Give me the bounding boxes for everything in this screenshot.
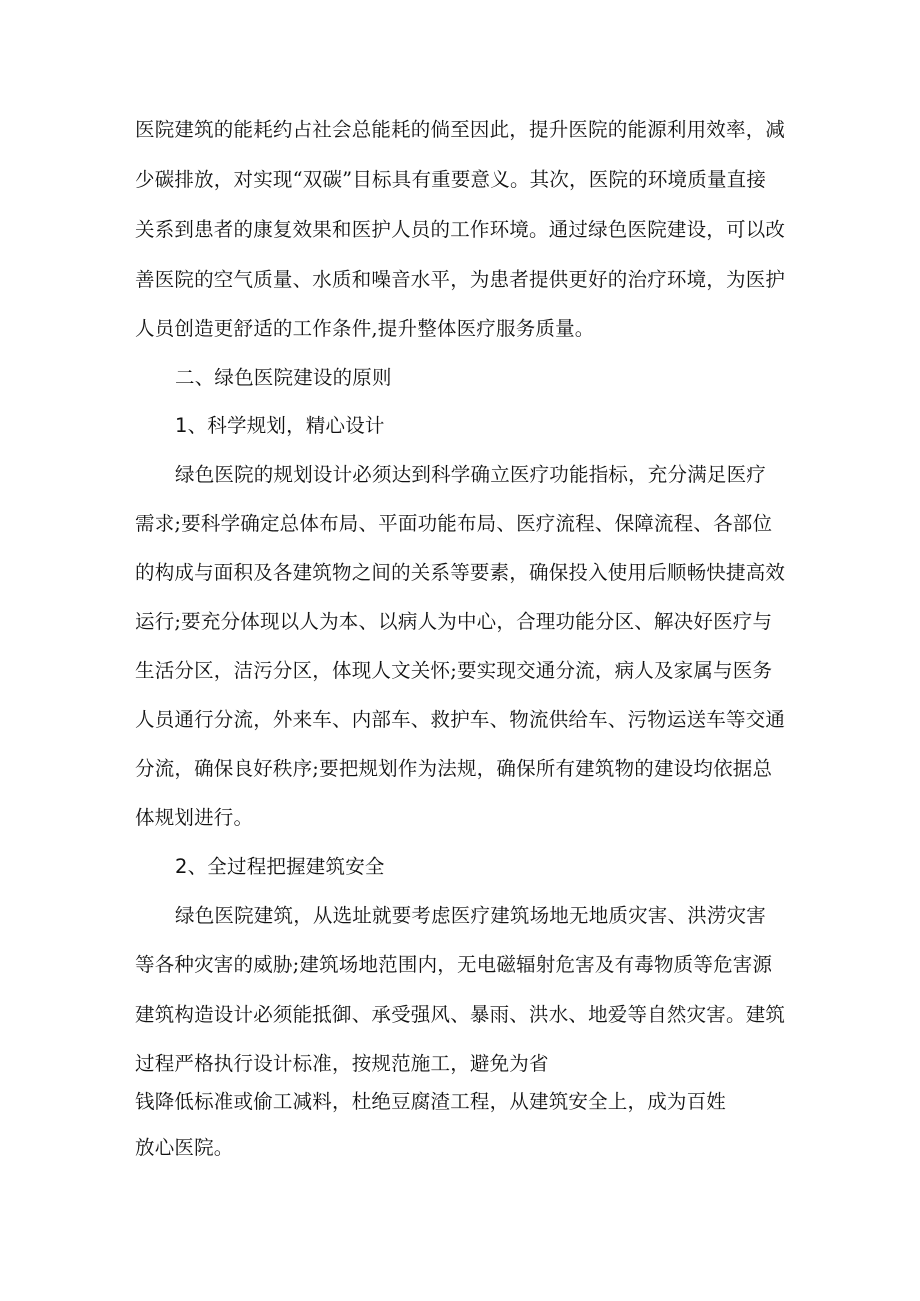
subsection-heading: 1、科学规划，精心设计 [175,414,385,437]
body-text-line: 绿色医院的规划设计必须达到科学确立医疗功能指标，充分满足医疗 [175,463,767,486]
body-text-line: 钱降低标准或偷工减料，杜绝豆腐渣工程，从建筑安全上，成为百姓 [135,1090,727,1113]
body-text-line: 人员通行分流，外来车、内部车、救护车、物流供给车、污物运送车等交通 [135,708,786,731]
body-text-line: 医院建筑的能耗约占社会总能耗的倘至因此，提升医院的能源利用效率，减 [135,118,786,141]
body-text-line: 少碳排放，对实现“双碳”目标具有重要意义。其次，医院的环境质量直接 [135,168,767,191]
body-text-line: 分流，确保良好秩序;要把规划作为法规，确保所有建筑物的建设均依据总 [135,757,773,780]
section-heading: 二、绿色医院建设的原则 [175,366,392,389]
subsection-heading: 2、全过程把握建筑安全 [175,855,385,878]
body-text-line: 等各种灾害的威胁;建筑场地范围内，无电磁辐射危害及有毒物质等危害源 [135,953,773,976]
body-text-line: 关系到患者的康复效果和医护人员的工作环境。通过绿色医院建设，可以改 [135,218,786,241]
body-text-line: 人员创造更舒适的工作条件,提升整体医疗服务质量。 [135,317,595,340]
body-text-line: 建筑构造设计必须能抵御、承受强风、暴雨、洪水、地爱等自然灾害。建筑 [135,1003,786,1026]
body-text-line: 运行;要充分体现以人为本、以病人为中心，合理功能分区、解决好医疗与 [135,610,773,633]
body-text-line: 放心医院。 [135,1136,234,1159]
body-text-line: 善医院的空气质量、水质和噪音水平，为患者提供更好的治疗环境，为医护 [135,268,786,291]
body-text-line: 的构成与面积及各建筑物之间的关系等要素，确保投入使用后顺畅快捷高效 [135,561,786,584]
body-text-line: 生活分区，洁污分区，体现人文关怀;要实现交通分流，病人及家属与医务 [135,659,773,682]
body-text-line: 需求;要科学确定总体布局、平面功能布局、医疗流程、保障流程、各部位 [135,512,773,535]
body-text-line: 体规划进行。 [135,806,254,829]
body-text-line: 绿色医院建筑，从选址就要考虑医疗建筑场地无地质灾害、洪涝灾害 [175,904,767,927]
body-text-line: 过程严格执行设计标准，按规范施工，避免为省 [135,1052,549,1075]
